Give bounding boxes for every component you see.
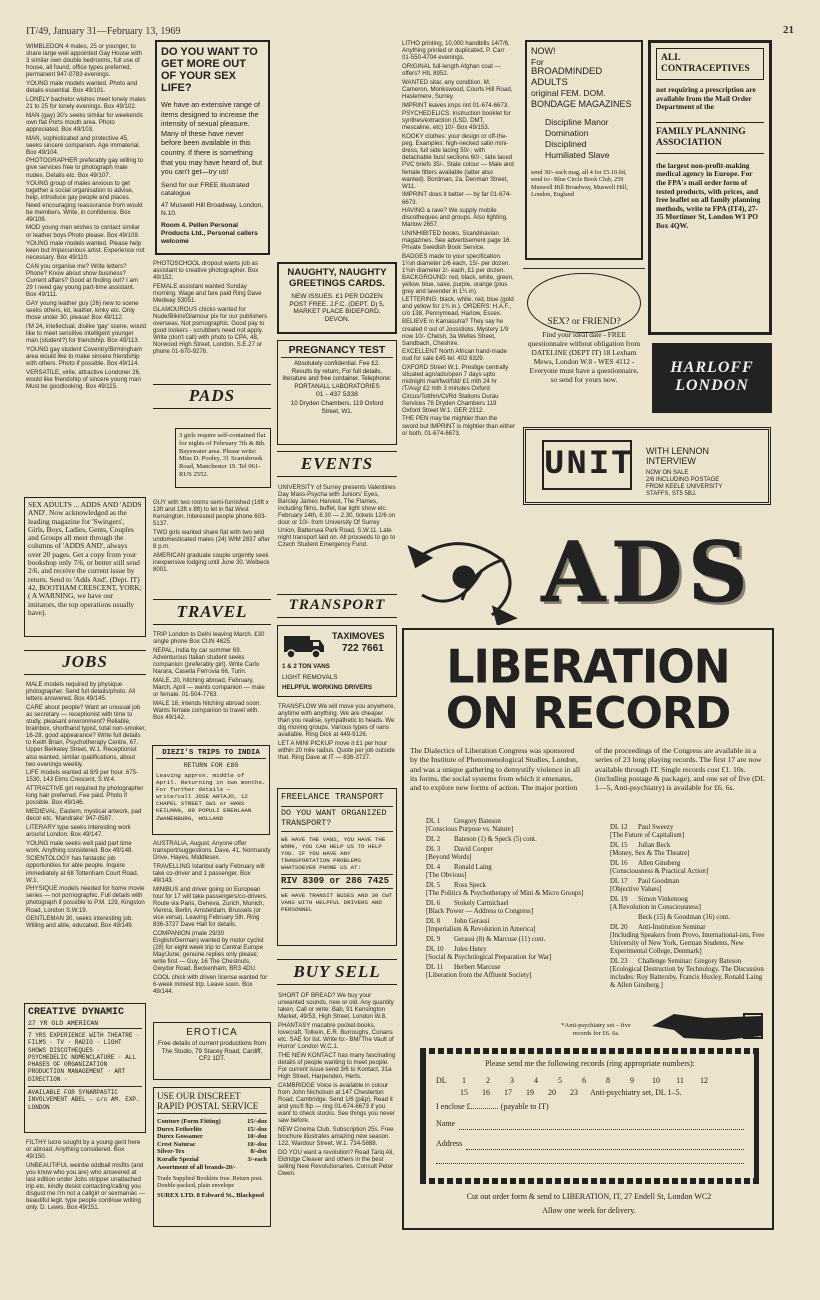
classified-ad: YOUNG male models wanted. Photo and details essential. Box 49/101. bbox=[26, 80, 138, 95]
record-entry bbox=[610, 924, 768, 956]
classified-ad: LET A MINI PICKUP move it £1 per hour within 20 mile radius. Quote per job outside that. Ring Dave at IT — 836-3727. bbox=[278, 740, 395, 762]
record-number-option[interactable]: 8 bbox=[606, 1076, 610, 1085]
classified-ad: YOUNG male models wanted. Please help keen but Impecunious artist. Experience not necessary. Box 49/110. bbox=[26, 240, 145, 262]
pregnancy-conf: Absolutely confidential. Fee £2. bbox=[294, 360, 380, 367]
record-topic: [Imperialism & Revolution in America] bbox=[426, 926, 536, 933]
transport-heading: TRANSPORT bbox=[277, 594, 397, 618]
classified-ad: VERSATILE, virile, attractive Londoner 26, would like friendship of sincere young man Must be goodlooking. Box 49/115. bbox=[26, 368, 141, 390]
freelance-transport-box bbox=[277, 788, 397, 946]
address-underline bbox=[466, 1138, 744, 1150]
record-number: DL 8 bbox=[426, 918, 441, 925]
record-speaker: Bateson (1) & Speck (5) cont. bbox=[454, 836, 537, 843]
anti-psychiatry-note: *Anti-psychiatry set – five records for £6. 6s. bbox=[561, 1022, 631, 1037]
record-speaker: Jules Henry bbox=[454, 946, 487, 953]
name-underline bbox=[459, 1118, 744, 1130]
unit-l3: NOW ON SALE bbox=[646, 470, 689, 476]
record-speaker: John Gerassi bbox=[454, 918, 490, 925]
unit-l2: INTERVIEW bbox=[646, 456, 696, 466]
classified-ad: PHYSIQUE models needed for home movie series — not pornographic. Full details with photograph if possible to P.M. 129, Kingston Road, London S.W.19. bbox=[26, 885, 145, 914]
price-row bbox=[157, 1148, 267, 1156]
pregnancy-test-box bbox=[277, 340, 397, 445]
discreet-items bbox=[157, 1118, 267, 1164]
classified-ad: YOUNG male seeks well paid part time work. Anything considered. Box 49/148. bbox=[26, 839, 134, 854]
mailorder-title: DO YOU WANT TO GET MORE OUT OF YOUR SEX LIFE? bbox=[161, 46, 258, 94]
classified-ad: LIFE models wanted at 8/9 per hour. 675-1530, 143 Elms Crescent, S.W.4. bbox=[26, 769, 139, 784]
ads-title: ADS bbox=[541, 525, 754, 621]
misc-classifieds-column bbox=[402, 40, 515, 515]
taxi-phone: 722 7661 bbox=[342, 643, 384, 654]
unit-logo: UNIT bbox=[542, 440, 632, 490]
dateline-question: SEX? or FRIEND? bbox=[547, 317, 621, 327]
record-number: DL 12 bbox=[610, 824, 628, 831]
price-row bbox=[157, 1156, 267, 1164]
address-label: Address bbox=[436, 1139, 463, 1148]
classified-ad: KOOKY clothes: your design or off-the-peg. Examples: high-necked satin mini-dress, full side lacing 50/-; with detachable bust sections 60/-; side laced PVC briefs 35/-. State colour — Male and female fitters available (latter also wanted). Bordman, 2a, Denman Street, W11. bbox=[402, 133, 514, 190]
creative-dynamic-box bbox=[24, 1003, 146, 1133]
mailorder-send: Send for our FREE illustrated catalogue bbox=[161, 181, 250, 197]
record-speaker: Gerassi (8) & Marcuse (11) cont. bbox=[454, 936, 546, 943]
classified-ad: GENTLEMAN 30, seeks interesting job. Willing and able, educated. Box 49/149. bbox=[26, 915, 134, 930]
classified-ad: YOUNG gay student Coventry/Birmingham area would like to make sincere friendship with others. Photo if possible. Box 49/114. bbox=[26, 345, 142, 368]
page-number: 21 bbox=[783, 24, 794, 36]
record-number: DL 1 bbox=[426, 818, 441, 825]
record-numbers-row2 bbox=[458, 1087, 580, 1099]
creative-foot: AVAILABLE FOR SYNARPASTIC INVOLVEMENT ABEL - c/o AM. EXP. LONDON bbox=[28, 1086, 142, 1111]
mailorder-room: Room 4. Pellen Personal Products Ltd., Personal callers welcome bbox=[161, 221, 258, 245]
taxi-tons: 1 & 2 TON VANS bbox=[282, 663, 330, 670]
pregnancy-phone: 01 - 437 5338 bbox=[316, 391, 358, 399]
classified-ad: UNINHIBITED books, Scandinavian magazines. See advertisement page 16. Private Swedish Book Service. bbox=[402, 230, 512, 252]
classified-ad: COOL chick with driven license wanted for 6-week miniest trip. Leave soon. Box 49/144. bbox=[153, 974, 268, 996]
pregnancy-address: 10 Dryden Chambers, 119 Oxford Street, W1. bbox=[290, 400, 384, 415]
price-row bbox=[157, 1118, 267, 1126]
buy-sell-column bbox=[278, 992, 396, 1232]
product-price: 15/-doz bbox=[247, 1118, 267, 1125]
pads-heading: PADS bbox=[153, 384, 271, 409]
liberation-box bbox=[402, 628, 774, 1230]
magazine-title: Domination bbox=[545, 128, 589, 138]
erotica-box bbox=[153, 1022, 271, 1080]
pisces-icon bbox=[410, 544, 514, 624]
record-speaker: Gregory Bateson bbox=[454, 818, 501, 825]
discreet-address: SUREX LTD. 8 Edward St., Blackpool bbox=[157, 1191, 265, 1199]
address-field[interactable] bbox=[436, 1138, 744, 1150]
record-number: DL 4 bbox=[426, 864, 441, 871]
enclose-line[interactable]: I enclose £.............. (payable to IT) bbox=[436, 1102, 549, 1111]
record-numbers-row1 bbox=[458, 1075, 710, 1087]
travel-heading: TRAVEL bbox=[153, 599, 271, 625]
unit-box bbox=[523, 427, 771, 505]
discreet-assort: Assortment of all brands-20/- bbox=[157, 1163, 236, 1171]
record-topic: [The Politics & Psychotherapy of Mini & Micro Groups] bbox=[426, 890, 584, 897]
diezi-body: Leaving approx. middle of April. Returning in two months. For further details — write/call JOSE ARTAJO, 12 CHAPEL STREET SW1 or HANS KEILMAN, 89 POPULI ERENLAAN ZWANENBURG, HOLLAND bbox=[156, 772, 266, 822]
freelance-foot: WE HAVE TRANSIT BUSES AND 30 CWT VANS WITH HELPFUL DRIVERS AND PERSONNEL bbox=[281, 891, 393, 913]
record-entry bbox=[426, 964, 626, 980]
product-name: Silver-Tex bbox=[157, 1148, 185, 1156]
record-number: DL 16 bbox=[610, 860, 628, 867]
creative-body: 7 YRS EXPERIENCE WITH THEATRE · FILMS · TV · RADIO · LIGHT SHOWS DISCOTHEQUES · PSYCHEDELIC NOMENCLATURE · ALL PHASES OF ORGANIZATION PRODUCTION MANAGEMENT · ART DIRECTION · bbox=[28, 1032, 140, 1083]
harloff-box bbox=[652, 343, 772, 413]
price-row bbox=[157, 1141, 267, 1149]
classified-ad: COMPANION (male 29/30 English/German) wanted by motor cyclist (28) for eight week trip to Central Europe May/June; genuine replies only please; write first — Guy, 16 The Chestnuts, Gwydor Road, Beckenham, BR3 4DU. bbox=[153, 929, 264, 973]
classified-ad: HAVING a rave? We supply mobile discotheques and groups. Also lighting. Marlow 2657. bbox=[402, 207, 508, 229]
classified-ad: FEMALE assistant wanted Sunday morning. Wage and fare paid Ring Dave Medway 53051. bbox=[153, 282, 262, 305]
address-underline-2 bbox=[436, 1150, 744, 1164]
mailorder-body: We have an extensive range of items designed to increase the intensity of sexual pleasure. Many of these have never before been available in this country. If there is something that you may have heard of, but you can't get—try us! bbox=[161, 100, 263, 177]
record-number: DL 10 bbox=[426, 946, 444, 953]
product-name: Conture (Form Fitting) bbox=[157, 1118, 221, 1125]
contra-line1: not requiring a prescription are available from the Mail Order Department of the bbox=[656, 85, 756, 112]
classified-ad: PHANTASY macabre pocket-books, lovecraft, Tolkein, E.R. Burroughs, Conans etc. SAE for list. Write to:- BM/'The Vault of Horror' London W.C.1. bbox=[278, 1021, 394, 1051]
record-speaker: Beck (15) & Goodman (16) cont. bbox=[638, 914, 730, 921]
classified-ad: CAMBRIDGE Voice is available in colour from John Nicholson at 147 Chesterton Road, Cambridge. Send 1/6 (p&p). Read it and you'll flip — ring 01-674-6673 if you want to check stocks. See things you never saw before. bbox=[278, 1081, 395, 1125]
order-form bbox=[420, 1048, 760, 1184]
diezi-title: DIEZI'S TRIPS TO INDIA bbox=[156, 749, 266, 759]
record-topic: [Beyond Words] bbox=[426, 854, 472, 861]
record-topic: [Money, Sex & The Theatre] bbox=[610, 850, 690, 857]
record-entry bbox=[426, 818, 626, 834]
record-number-option[interactable]: 10 bbox=[652, 1076, 660, 1085]
classified-ad: TRAVELLING Istanbul early February will take co-driver and 1 passenger. Box 49/143. bbox=[153, 862, 265, 885]
record-topic: [Social & Psychological Preparation for War] bbox=[426, 954, 552, 961]
mag-orig: original FEM. DOM. bbox=[531, 88, 606, 98]
erotica-body: Free details of current productions from The Studio, 79 Stacey Road, Cardiff, CF2 1DT. bbox=[158, 1040, 266, 1062]
cut-out-instructions: Cut out order form & send to LIBERATION, IT, 27 Endell St, London WC2 bbox=[466, 1192, 712, 1201]
record-entry bbox=[610, 824, 768, 840]
creative-title: CREATIVE DYNAMIC bbox=[28, 1007, 125, 1018]
record-number-option[interactable]: 5 bbox=[558, 1076, 562, 1085]
diezi-trips-box bbox=[152, 745, 270, 835]
record-entry bbox=[426, 918, 626, 934]
record-topic: [Ecological Destruction by Technology. The Discussion includes: Roy Battersby, Francis Huxley, Ronald Laing & Allen Ginsberg.] bbox=[610, 966, 764, 989]
classified-ad: I'M 24, intellectual, dislike 'gay' scene, would like to meet sensitive intelligent younger man (student?) for friendship. Box 49/113. bbox=[26, 323, 146, 345]
record-number-option[interactable]: 19 bbox=[526, 1088, 534, 1097]
anti-set-option[interactable]: Anti-psychiatry set, DL 1–5. bbox=[590, 1088, 682, 1097]
record-topic: [A Revolution in Consciousness] bbox=[610, 904, 701, 911]
pregnancy-body: Results by return, For full details, literature and free container. Telephone: PORTANALL LABORATORIES bbox=[282, 368, 392, 390]
classified-ad: FILTHY lucre sought by a young gent here or abroad. Anything considered. Box 49/150. bbox=[26, 1139, 141, 1161]
discreet-foot: Trade Supplied Booklets free. Return post. Double-packed, plain envelope bbox=[157, 1174, 263, 1189]
photo-column bbox=[153, 260, 271, 378]
classified-ad: MINIBUS and driver going on European tour for 17 will take passengers/co-drivers. Route via Paris, Geneva, Zurich, Munich, Vienna, Berlin, Amsterdam, Brussels (or vice versa). Leaving February 5th. Ring 836-3727 Dave Hall for details. bbox=[153, 885, 268, 929]
record-topic: [Objective Values] bbox=[610, 886, 662, 893]
sex-life-mailorder-box bbox=[155, 40, 270, 255]
classified-ad: NEPAL, India by car summer 69. Adventurous Italian student seeks companion (preferably girl). Write Carlo Narara, Casella Ferrovia 66, Turin. bbox=[153, 646, 260, 676]
harloff-l2: LONDON bbox=[675, 377, 749, 394]
record-speaker: David Cooper bbox=[454, 846, 493, 853]
record-number: DL 5 bbox=[426, 882, 441, 889]
classified-ad: IMPRINT does it better — by far 01-674-6673. bbox=[402, 191, 512, 206]
dateline-body: Find your ideal date - FREE questionnaire without obligation from DATELINE (DEPT IT) 18 Lexham Mews, London W.8 - WES 4112 - Everyone must have a questionnaire, so send for yours now. bbox=[527, 330, 641, 384]
classified-ad: AUSTRALIA, August. Anyone offer transport/suggestions. Dave, 41, Normandy Drive, Hayes, Middlesex. bbox=[153, 840, 271, 862]
magazines-box bbox=[525, 40, 643, 260]
mag-now: NOW! bbox=[531, 46, 556, 56]
diezi-sub: RETURN FOR £80 bbox=[183, 762, 239, 769]
record-entry bbox=[426, 846, 626, 862]
record-entry bbox=[426, 946, 626, 962]
freelance-question: DO YOU WANT ORGANIZED TRANSPORT? bbox=[281, 806, 393, 832]
record-speaker: Challenge Seminar: Gregory Bateson bbox=[638, 958, 742, 965]
discreet-postal-box bbox=[153, 1087, 271, 1227]
erotica-title: EROTICA bbox=[186, 1027, 238, 1038]
gay-classifieds-column bbox=[26, 43, 146, 488]
adds-and-text: SEX ADULTS ... ADDS AND 'ADDS AND'. Now acknowledged as the leading magazine for 'Swingers', Girls, Boys, Ladies, Gents, Couples and Groups all meet through the columns of 'ADDS AND', always over 20 pages. Get a copy from your bookshop only 7/6, or better still send 2/6, and receive the current issue by return. Send to 'Adds And', (Dept. IT) 42, BOOTHAM CRESCENT, YORK; ( A WARNING, we have our imitators, the top operations usually have). bbox=[28, 500, 142, 617]
classified-ad: NEW Cinema Club. Subscription 25s. Free brochure illustrates amazing new season. 122, Wardour Street, W.1. 734-5888. bbox=[278, 1126, 394, 1148]
creative-sub: 27 YR OLD AMERICAN bbox=[28, 1019, 142, 1029]
record-topic: [Conscious Purpose vs. Nature] bbox=[426, 826, 514, 833]
taxi-line2: HELPFUL WORKING DRIVERS bbox=[282, 684, 372, 691]
record-number-option[interactable]: 23 bbox=[570, 1088, 578, 1097]
events-heading: EVENTS bbox=[277, 451, 397, 477]
classified-ad: PHOTOSCHOOL dropout wants job as assistant to creative photographer. Box 49/152. bbox=[153, 260, 259, 282]
classified-ad: EXCELLENT North African hand-made oud for sale £45 tel. 402 6329. bbox=[402, 348, 507, 363]
travel-continued-column bbox=[153, 840, 271, 1018]
record-number-option[interactable]: 1 bbox=[462, 1076, 466, 1085]
classified-ad: SHORT OF BREAD? We buy your unwanted sounds, new or old. Any quantity taken. Call or write: Bab, 91 Kensington Market, 49/53, High Street, London W.8. bbox=[278, 992, 394, 1021]
classified-ad: MAN (gay) 30's seeks similar for weekends own flat Ports mouth area. Photo appreciated. Box 49/103. bbox=[26, 111, 143, 133]
record-topic: [Consciousness & Practical Action] bbox=[610, 868, 709, 875]
mag-bond: BONDAGE MAGAZINES bbox=[531, 99, 632, 109]
unit-l6: STAFFS, ST5 5BJ. bbox=[646, 491, 697, 497]
discreet-title: USE OUR DISCREET RAPID POSTAL SERVICE bbox=[157, 1091, 267, 1114]
product-price: 3/-each bbox=[247, 1155, 267, 1163]
magazine-title: Disciplined bbox=[545, 139, 587, 149]
classified-ad: GAY young leather guy (26) new to scene seeks others, kit, leather, kinky etc. Only those under 30, please! Box 49/112. bbox=[26, 300, 139, 322]
harloff-l1: HARLOFF bbox=[670, 359, 754, 376]
order-row-1 bbox=[436, 1075, 744, 1087]
classified-ad: UNIVERSITY of Surrey presents Valentines Day Mass-Psycha with Juniors' Eyes, Barclay James Harvest, The Flames, including films, buffet, bar light show etc. February 14th, 8.30 — 2.30, tickets 12/6 on door or 10/- from University Of Surrey Union, Battersea Park Road, S.W.11. Late night transport laid on. All proceeds to go to Czech Student Emergency Fund. bbox=[278, 484, 396, 548]
classified-ad: LITERARY type seeks interesting work around London. Box 49/147. bbox=[26, 823, 131, 838]
mag-broad: BROADMINDED ADULTS bbox=[531, 66, 603, 88]
classified-ad: TRIP London to Delhi leaving March. £30 single phone Box CUN 4625. bbox=[153, 631, 265, 646]
pregnancy-title: PREGNANCY TEST bbox=[281, 344, 393, 358]
record-entry bbox=[426, 936, 626, 944]
record-speaker: Stokely Carmichael bbox=[454, 900, 509, 907]
naughty-cards-box bbox=[277, 262, 397, 334]
classified-ad: IMPRINT leaves imps rint 01-674-6673. bbox=[402, 101, 509, 109]
classified-ad: LONELY bachelor wishes meet lonely males 21 to 25 for lonely evenings. Box 49/102. bbox=[26, 95, 146, 110]
classified-ad: ATTRACTIVE girl required by photographer long hair preferred. Fee paid. Photo if possible. Box 49/146. bbox=[26, 785, 144, 807]
naughty-body: NEW ISSUES. £1 PER DOZEN POST FREE. J.F.C. (DEPT. D) 5, MARKET PLACE BIDEFORD, DEVON. bbox=[289, 293, 385, 323]
price-row bbox=[157, 1133, 267, 1141]
magazine-title: Humiliated Slave bbox=[545, 150, 610, 160]
liberation-intro: The Dialectics of Liberation Congress was sponsored by the Institute of Phenomenological Studies, London, and was a unique gathering to demystify violence in all its forms, the social systems from which it emenates, and to explore new forms of action. The major portion of the proceedings of the Congress are available in a series of 23 long playing records. The first 17 are now available through IT. Single records cost £1. 10s. (including postage & package), and one set of five (DL 1—5, Anti-psychiatry) is available for £6. 6s. bbox=[410, 746, 765, 793]
record-list-right bbox=[610, 824, 768, 992]
classified-ad: BADGES made to your specification. 1¼in diameter 1/6 each, 15/- per dozen. 1¾in diameter 2/- each, £1 per dozen. BACKGROUND: red, black, white, green, yellow, blue, saxe, purple, orange (plus grey and lavender in 1¼ in). LETTERING: black, white, red, blue (gold and yellow for 1¾ in.). ORDERS: H.A.F., c/o 138, Pennymead, Harlow, Essex. bbox=[402, 252, 514, 317]
events-column bbox=[278, 484, 396, 584]
classified-ad: ORIGINAL full-length Afghan coat — offers? HIL 8952. bbox=[402, 62, 501, 77]
record-entry bbox=[610, 914, 768, 922]
pads-box-text: 3 girls require self-contained flat for nights of February 7th & 8th. Bayswater area. Please write: Miss D. Pooley, 31 Scarisbrook Road, Manchester 19. Tel 061-RUS 2552. bbox=[179, 432, 266, 478]
record-number: DL 3 bbox=[426, 846, 441, 853]
liberation-title-2: ON RECORD bbox=[445, 688, 731, 739]
record-topic: [Liberation from the Affluent Society] bbox=[426, 972, 532, 979]
record-number: DL 9 bbox=[426, 936, 441, 943]
record-number: DL 6 bbox=[426, 900, 441, 907]
record-number: DL 17 bbox=[610, 878, 628, 885]
mag-send: send 30/- each mag, all 4 for £5.10.0d, send to:- Blue Circle Book Club, 259 Muswell Hill Broadway, Muswell Hill, London, England bbox=[531, 169, 628, 199]
classified-ad: GLAMOUROUS chicks wanted for Nude/Bikini/Glamour pix for our publishers overseas. Not pornographic. Good pay to good lookers - scrubbers need not apply. Write (don't call) with photo to CPA, 48, Norwood High Street, London, S.E.27 or phone 01-670-9276. bbox=[153, 305, 268, 356]
liberation-title-1: LIBERATION bbox=[446, 640, 730, 695]
van-icon bbox=[282, 630, 326, 660]
record-number: DL 20 bbox=[610, 924, 628, 931]
product-price: 10/-doz bbox=[247, 1133, 267, 1141]
taximoves-box bbox=[277, 625, 397, 697]
product-price: 10/-doz bbox=[247, 1140, 267, 1148]
classified-ad: MEDIEVAL, Eastern, mystical artwork, pad decor etc. 'Mandrake' 947-0587. bbox=[26, 807, 142, 823]
record-speaker: Simon Vinkenoog bbox=[638, 896, 688, 903]
record-number-option[interactable]: 11 bbox=[676, 1076, 684, 1085]
record-number-option[interactable]: 16 bbox=[482, 1088, 490, 1097]
travel-column bbox=[153, 631, 271, 741]
name-label: Name bbox=[436, 1119, 456, 1128]
buy-sell-heading: BUY SELL bbox=[277, 959, 397, 985]
classified-ad: MAN, sophisticated and protective 45, seeks sincere companion. Age immaterial. Box 49/104. bbox=[26, 134, 141, 156]
taxi-title: TAXIMOVES bbox=[332, 631, 385, 641]
record-number: DL 2 bbox=[426, 836, 441, 843]
classified-ad: MALE models required by physique photographer. Send full details/photo. All letters answered. Box 49/145. bbox=[26, 681, 136, 703]
classified-ad: MALE, 20, hitching abroad, February, March, April — wants companion — male or female. 01-504-7763. bbox=[153, 676, 265, 698]
classified-ad: PSYCHEDELICS: Instruction booklet for synthes/extraction (LSD, DMT, mescaline, etc) 10/- Box 49/153. bbox=[402, 110, 511, 132]
classified-ad: OXFORD Street W.1. Prestige centrally situated agn/ads/open 7 days upto midnight mail/fwd/fdd/ £1 mth 24 hr /T/Asg/ £2 mth 3 minutes Oxford Circus/Totthm/Ct/Rd Stations Durau Services 78 Dryden Chambers 119 Oxford Street W.1. GER 2312. bbox=[402, 364, 509, 414]
naughty-title: NAUGHTY, NAUGHTY GREETINGS CARDS. bbox=[287, 267, 387, 289]
classified-ad: CAN you organise me? Write letters? Phone? Know about show business? Current affairs? Good at finding out? I am 29 I need gay young part-time assistant. Box 49/111. bbox=[26, 263, 139, 299]
dateline-box bbox=[523, 268, 645, 413]
record-topic: [Including Speakers from Provo, International-ists, Free University of New York, German Students, New Experimental College, Denmark] bbox=[610, 932, 765, 955]
unit-l5: FROM KEELE UNIVERSITY bbox=[646, 484, 723, 490]
record-number-option[interactable]: 6 bbox=[582, 1076, 586, 1085]
page-header bbox=[26, 26, 794, 37]
classified-ad: THE NEW KONTACT has many fascinating details of people wanting to meet people. For current issue send 3/6 to Kontact, 31a High Street, Harpenden, Herts. bbox=[278, 1051, 396, 1081]
adds-and-box bbox=[24, 497, 146, 637]
record-topic: [Black Power — Address to Congress] bbox=[426, 908, 533, 915]
classified-ad: PHOTOGRAPHER preferably gay willing to give services free to photograph male nudes. Details etc. Box 49/107. bbox=[26, 157, 144, 179]
record-number: DL 19 bbox=[610, 896, 628, 903]
classified-ad: MOD young man wishes to contact similar or leather boys Photo please. Box 49/109. bbox=[26, 224, 140, 239]
record-number: DL 15 bbox=[610, 842, 628, 849]
record-entry bbox=[610, 842, 768, 858]
classified-ad: MALE 18, intends hitching abroad soon. Wants female companion to travel with. Box 49/142. bbox=[153, 699, 262, 721]
name-field[interactable] bbox=[436, 1118, 744, 1130]
record-topic: [The Future of Capitalism] bbox=[610, 832, 685, 839]
product-price: 15/-doz bbox=[247, 1125, 267, 1133]
record-topic: [The Obvious] bbox=[426, 872, 467, 879]
record-number: DL 23 bbox=[610, 958, 628, 965]
price-row bbox=[157, 1126, 267, 1134]
classified-ad: BELIEVE in Kamasutra? They say he created it out of Josssticks. Mystery 1/9 now 10/- Chelsh, 3a Welles Street, Sandbach, Cheshire. bbox=[402, 318, 509, 347]
unit-l4: 2/6 INCLUDING POSTAGE bbox=[646, 477, 720, 483]
classified-ad: LITHO printing, 10,000 handbills 14/7/6, Anything printed or duplicated, P. Carr 01-550-4704 evenings. bbox=[402, 40, 510, 62]
classified-ad: WIMBLEDON 4 males, 25 or younger, to share large well appointed Gay House with 3 similar own double bedrooms, full use of house, all found, office types preferred, permanent 947-0783 evenings. bbox=[26, 43, 142, 79]
classified-ad: TWO girls wanted share flat with two wild undomesticated males (24) WIM 2837 after 8 p.m. bbox=[153, 528, 270, 551]
record-number-option[interactable]: 20 bbox=[548, 1088, 556, 1097]
record-entry bbox=[610, 878, 768, 894]
record-list-left bbox=[426, 818, 626, 982]
delivery-note: Allow one week for delivery. bbox=[542, 1206, 636, 1215]
record-speaker: Ross Speck bbox=[454, 882, 486, 889]
classified-ad: UNBEAUTIFUL weirdie oddball misfits (and you know who you are) who answered at last edition under Jobs stripper unattached trip etc. kindly desist contacting/calling you disgust me I'm not a callgirl or sexmaniac — beautiful legit. type people continue writing only. D. Lewis. Box 49/151. bbox=[26, 1161, 146, 1212]
record-entry bbox=[426, 882, 626, 898]
product-name: Koralle Spezial bbox=[157, 1155, 199, 1163]
record-speaker: Allen Ginsberg bbox=[638, 860, 681, 867]
issue-line: IT/49, January 31—February 13, 1969 bbox=[26, 26, 181, 37]
record-number-option[interactable]: 3 bbox=[510, 1076, 514, 1085]
contra-fpa: FAMILY PLANNING ASSOCIATION bbox=[656, 122, 764, 154]
order-instructions: Please send me the following records (ring appropriate numbers): bbox=[485, 1059, 695, 1068]
transport-column bbox=[278, 703, 396, 783]
mag-for: For bbox=[531, 57, 544, 67]
classified-ad: GUY with two rooms semi-furnished (16ft x 13ft and 13ft x 8ft) to let in flat West Kensington. Interested people phone 603-5137. bbox=[153, 499, 269, 528]
freelance-title: FREELANCE TRANSPORT bbox=[281, 792, 384, 802]
record-entry bbox=[610, 958, 768, 990]
classified-ad: DO YOU want a revolution? Read Tariq Ali, Eldridge Cleaver and others in the best selling New Revolutionaries. Consult Peter Owen. bbox=[278, 1148, 394, 1178]
pads-box bbox=[175, 428, 271, 488]
classified-ad: TRANSFLOW We will move you anywhere, anytime with anything. We are cheaper than you realise, sympathetic to heads. We dig moving groups. Various types of vans available. Ring Dick at 449-9126. bbox=[278, 703, 396, 739]
classified-ad: THE PEN may be mightier than the sword but IMPRINT is mightier than either or both. 01-674-6673. bbox=[402, 415, 515, 437]
jobs-continued-column bbox=[26, 1139, 146, 1239]
record-speaker: Paul Sweezy bbox=[638, 824, 674, 831]
record-speaker: Julian Beck bbox=[638, 842, 671, 849]
product-name: Crest Naturac bbox=[157, 1140, 196, 1148]
record-number-option[interactable]: 15 bbox=[460, 1088, 468, 1097]
record-entry bbox=[426, 836, 626, 844]
classified-ad: YOUNG group of males anxious to get together a social organisation to advise, help, introduce gay people and places. Need encouraging reassurance from would be members. Write, in confidence. Box 49/108. bbox=[26, 180, 143, 223]
jobs-column bbox=[26, 681, 146, 999]
product-name: Durex Fetherlite bbox=[157, 1125, 203, 1133]
record-number-option[interactable]: 17 bbox=[504, 1088, 512, 1097]
record-entry bbox=[426, 864, 626, 880]
contra-title: ALL CONTRACEPTIVES bbox=[656, 48, 764, 80]
record-number-option[interactable]: 9 bbox=[630, 1076, 634, 1085]
taxi-line1: LIGHT REMOVALS bbox=[282, 674, 338, 681]
record-entry bbox=[610, 860, 768, 876]
pointing-hand-icon bbox=[644, 1008, 764, 1048]
pads-column bbox=[153, 499, 271, 591]
record-speaker: Anti-Institution Seminar bbox=[638, 924, 706, 931]
unit-l1: WITH LENNON bbox=[646, 446, 709, 456]
record-number-option[interactable]: 4 bbox=[534, 1076, 538, 1085]
contraceptives-box bbox=[648, 40, 772, 335]
classified-ad: AMERICAN graduate couple urgently seek inexpensive lodging until June 30. Welbeck 8001. bbox=[153, 551, 270, 574]
dl-label: DL bbox=[436, 1076, 447, 1085]
mag-list bbox=[545, 117, 637, 161]
record-number: DL 11 bbox=[426, 964, 444, 971]
record-number-option[interactable]: 2 bbox=[486, 1076, 490, 1085]
classified-ad: CARE about people? Want an unusual job as secretary — receptionist with time to study, pleasant environment? Reliable, brainbox, shorthand typist, total non-smoker, 16-28, good appearance? Write full details to Keith Brian, Psychotherapy Centre, 67, Upper Berkeley Street, W.1. Receptionist also wanted, similar qualifications, about two evenings weekly. bbox=[26, 703, 146, 768]
record-number-option[interactable]: 12 bbox=[700, 1076, 708, 1085]
classified-ad: SCIENTOLOGY has fantastic job opportunities for able people. Inquire immediately at 68 Tottenham Court Road, W.1. bbox=[26, 855, 139, 884]
magazine-title: Discipline Manor bbox=[545, 117, 609, 127]
record-speaker: Ronald Laing bbox=[454, 864, 492, 871]
product-name: Durex Gossamer bbox=[157, 1133, 203, 1141]
freelance-phone: RIV 8309 or 286 7425 bbox=[281, 874, 393, 889]
mailorder-address: 47 Muswell Hill Broadway, London, N.10. bbox=[161, 201, 264, 217]
order-row-2 bbox=[458, 1087, 744, 1099]
record-speaker: Herbert Marcuse bbox=[454, 964, 501, 971]
record-speaker: Paul Goodman bbox=[638, 878, 680, 885]
record-entry bbox=[610, 896, 768, 912]
freelance-body: WE HAVE THE VANS, YOU HAVE THE WORK, YOU CAN HELP US TO HELP YOU. IF YOU HAVE ANY TRANSPORTATION PROBLEMS WHATSOEVER PHONE US AT: bbox=[281, 835, 386, 871]
contra-line2: the largest non-profit-making medical agency in Europe. For the FPA's mail order form of tested products, with prices, and free leaflet on all family planning methods, write to FPA (IT4), 27-35 Mortimer St, London W1 PO Box 4QW. bbox=[656, 160, 761, 230]
classified-ad: WANTED sitar, any condition. M. Cameron, Monkswood, Courts Hill Road, Haslemere, Surrey. bbox=[402, 78, 513, 100]
record-entry bbox=[426, 900, 626, 916]
record-number bbox=[610, 914, 638, 922]
jobs-heading: JOBS bbox=[24, 650, 146, 675]
product-price: 8/-doz bbox=[250, 1148, 267, 1156]
